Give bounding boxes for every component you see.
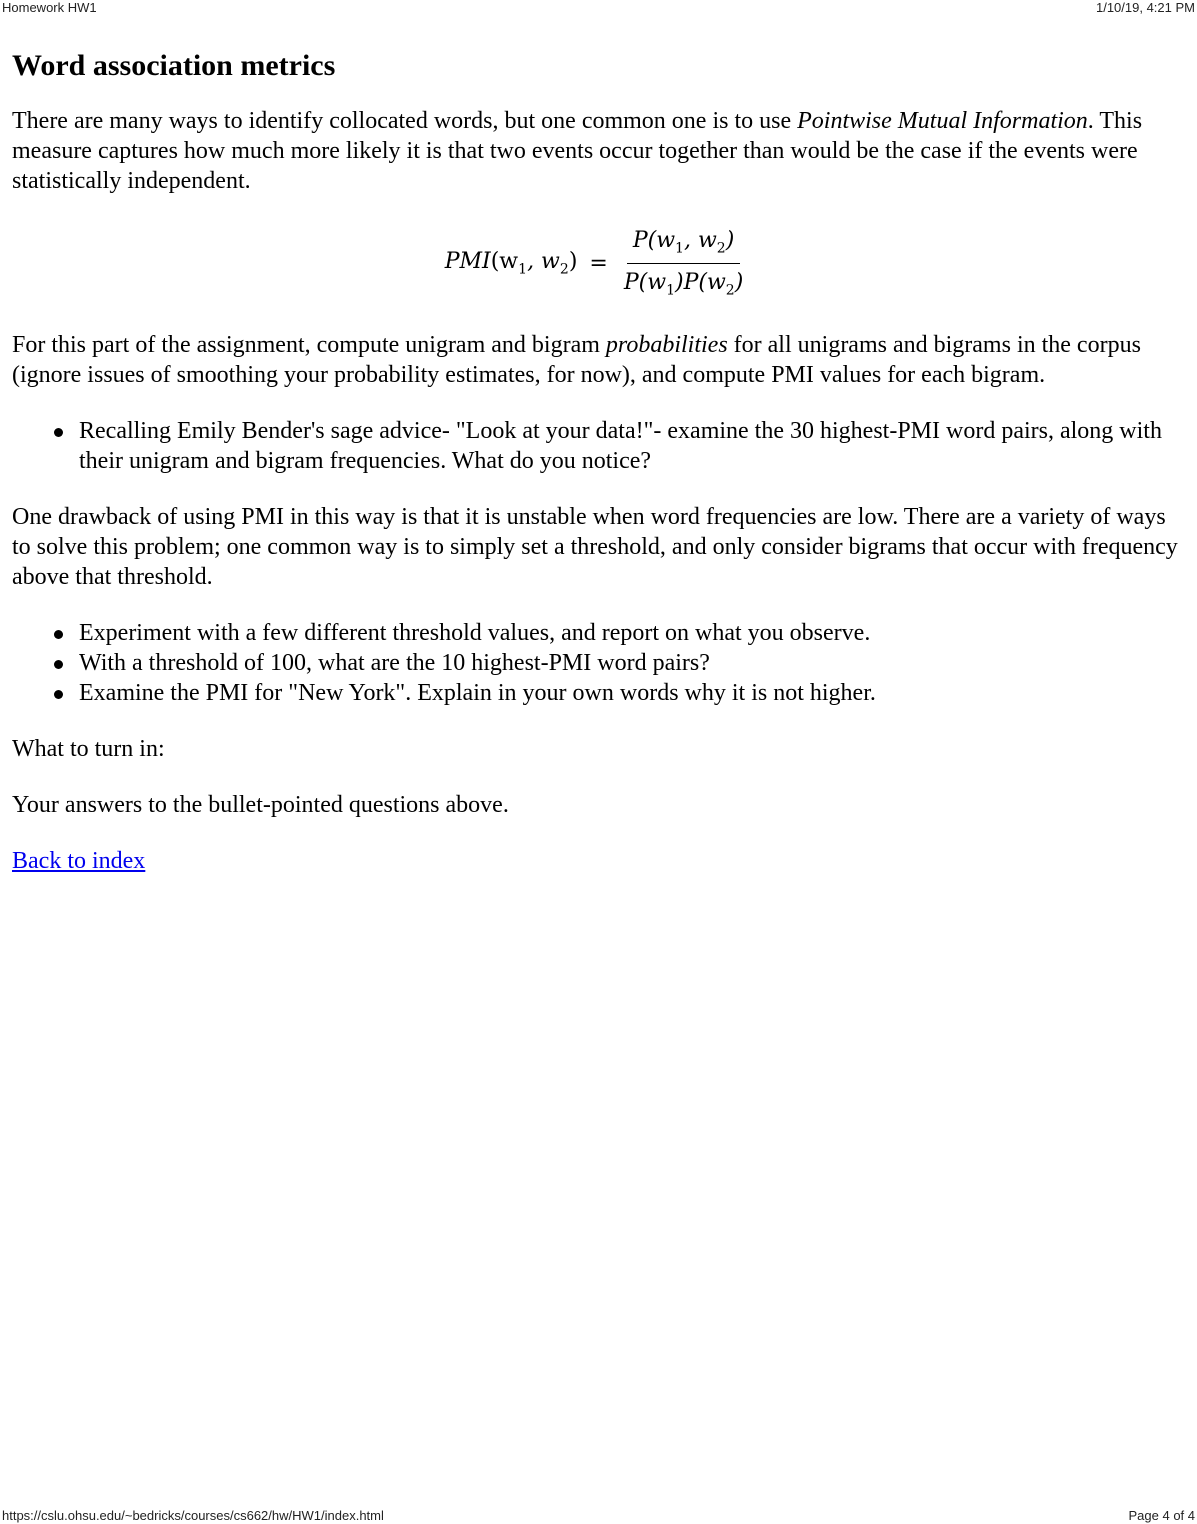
list-item: Recalling Emily Bender's sage advice- "Look at your data!"- examine the 30 highest-PMI word pairs, along with their unigram and bigram frequencies. What do you notice? [79, 416, 1182, 476]
formula-lhs-sub2: 2 [559, 261, 569, 278]
formula-numerator [627, 228, 740, 263]
den-mid: )P(w [674, 269, 726, 295]
drawback-paragraph: One drawback of using PMI in this way is that it is unstable when word frequencies are low. There are a variety of ways to solve this problem; one common way is to simply set a threshold, and only consider bigrams that occur with frequency above that threshold. [12, 504, 1178, 590]
intro-paragraph [12, 106, 1182, 196]
print-footer-url: https://cslu.ohsu.edu/~bedricks/courses/cs662/hw/HW1/index.html [2, 1508, 384, 1523]
formula-lhs-open: (w [490, 248, 519, 274]
section-heading: Word association metrics [12, 49, 336, 82]
print-footer [0, 1508, 1197, 1524]
task-text-before: For this part of the assignment, compute unigram and bigram [12, 332, 606, 358]
num-sub1: 1 [675, 240, 684, 257]
num-close: ) [725, 228, 735, 254]
intro-text-before: There are many ways to identify collocated words, but one common one is to use [12, 108, 798, 134]
formula-lhs [445, 249, 578, 277]
den-sub1: 1 [666, 281, 675, 298]
document-content [12, 46, 1182, 876]
den-close: ) [734, 269, 744, 295]
print-header-title: Homework HW1 [2, 0, 97, 15]
num-p: P(w [632, 228, 676, 254]
list-item: With a threshold of 100, what are the 10 highest-PMI word pairs? [79, 648, 1182, 678]
den-sub2: 2 [725, 281, 735, 298]
bullet-list-1 [12, 416, 1182, 476]
list-item: Examine the PMI for "New York". Explain in your own words why it is not higher. [79, 678, 1182, 708]
print-header [0, 0, 1197, 16]
bullet-list-2 [12, 618, 1182, 708]
formula-lhs-close: ) [568, 248, 578, 274]
formula-fraction [618, 228, 749, 298]
formula-equals: = [589, 250, 608, 276]
formula-function-name: PMI [444, 248, 491, 274]
pmi-formula [12, 220, 1182, 306]
list-item: Experiment with a few different threshold values, and report on what you observe. [79, 618, 1182, 648]
intro-emphasis: Pointwise Mutual Information [797, 108, 1088, 134]
formula-lhs-comma: , w [527, 248, 560, 274]
turn-in-text: Your answers to the bullet-pointed questions above. [12, 792, 509, 818]
print-footer-page: Page 4 of 4 [1128, 1508, 1195, 1523]
back-to-index-link[interactable]: Back to index [12, 848, 146, 874]
num-comma: , w [683, 228, 717, 254]
den-p1: P(w [623, 269, 667, 295]
intro-text-after: . This measure captures how much more likely it is that two events occur together than would be the case if the events were statistically independent. [12, 108, 1143, 194]
num-sub2: 2 [716, 240, 726, 257]
formula-denominator [618, 264, 749, 298]
task-text-after: for all unigrams and bigrams in the corpus (ignore issues of smoothing your probability estimates, for now), and compute PMI values for each bigram. [12, 332, 1141, 388]
task-paragraph [12, 330, 1182, 390]
task-emphasis: probabilities [605, 332, 728, 358]
turn-in-label: What to turn in: [12, 736, 165, 762]
formula-lhs-sub1: 1 [518, 261, 528, 278]
print-header-timestamp: 1/10/19, 4:21 PM [1095, 0, 1195, 15]
